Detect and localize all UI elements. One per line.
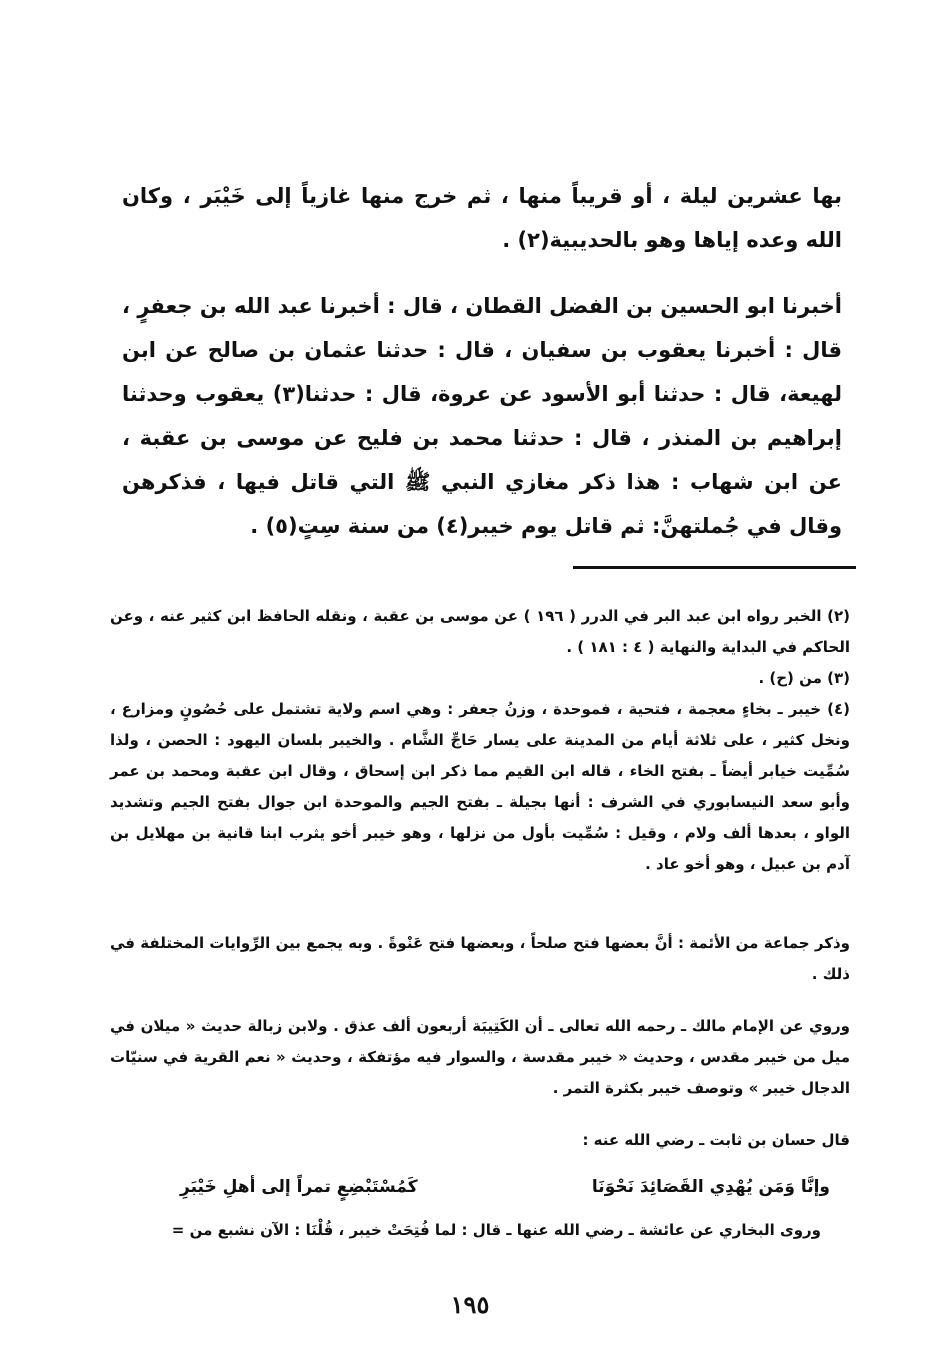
footnotes-block <box>110 601 850 880</box>
footnote-2: (٢) الخبر رواه ابن عبد البر في الدرر ( ١٩٦ ) عن موسى بن عقبة ، ونقله الحافظ ابن كثير عنه ، وعن الحاكم في البداية والنهاية ( ٤ : ١٨١ ) . <box>110 607 850 656</box>
poetry-verse <box>150 1170 830 1204</box>
main-paragraph-hadith-chain: أخبرنا ابو الحسين بن الفضل القطان ، قال : أخبرنا عبد الله بن جعفرٍ ، قال : أخبرنا يعقوب بن سفيان ، قال : حدثنا عثمان بن صالح عن ابن لهيعة، قال : حدثنا أبو الأسود عن عروة، قال : حدثنا(٣) يعقوب وحدثنا إبراهيم بن المنذر ، قال : حدثنا محمد بن فليح عن موسى بن عقبة ، عن ابن شهاب : هذا ذكر مغازي النبي ﷺ التي قاتل فيها ، فذكرهن وقال في جُملتهنَّ: ثم قاتل يوم خيبر(٤) من سنة سِتٍ(٥) . <box>122 294 842 538</box>
footnote-4-conquest-paragraph: وذكر جماعة من الأئمة : أنَّ بعضها فتح صلحاً ، وبعضها فتح عَنْوةً . وبه يجمع بين الرِّوايات المختلفة في ذلك . <box>110 934 850 983</box>
footnote-separator-rule <box>573 566 856 569</box>
main-paragraph-continuation: بها عشرين ليلة ، أو قريباً منها ، ثم خرج منها غازياً إلى خَيْبَر ، وكان الله وعده إياها وهو بالحديبية(٢) . <box>122 184 842 252</box>
footnote-4-khaybar: (٤) خيبر ـ بخاءٍ معجمة ، فتحية ، فموحدة ، وزنُ جعفر : وهي اسم ولاية تشتمل على حُصُونٍ ومزارع ، ونخل كثير ، على ثلاثة أيام من المدينة على يسار حَاجِّ الشَّام . والخيبر بلسان اليهود : الحصن ، ولذا سُمِّيت خيابر أيضاً ـ بفتح الخاء ، قاله ابن القيم مما ذكر ابن إسحاق ، وقال ابن عقبة ومحمد بن عمر وأبو سعد النيسابوري في الشرف : أنها بجيلة ـ بفتح الجيم والموحدة ابن جوال بفتح الجيم وتشديد الواو ، بعدها ألف ولام ، وقيل : سُمِّيت بأول من نزلها ، وهو خيبر أخو يثرب ابنا قانية بن مهلايل بن آدم بن عبيل ، وهو أخو عاد . <box>110 700 850 873</box>
page-number: ١٩٥ <box>450 1290 490 1319</box>
verse-first-hemistich: وإنَّا وَمَن يُهْدِي القَصَائِدَ نَحْوَنَا <box>591 1177 830 1197</box>
verse-second-hemistich: كَمُسْتَبْضِعٍ تمراً إلى أهلِ خَيْبَرِ <box>180 1177 418 1197</box>
footnote-continuation-line: وروى البخاري عن عائشة ـ رضي الله عنها ـ قال : لما فُتِحَتْ خيبر ، قُلْنَا : الآن نشبع من = <box>171 1221 821 1239</box>
footnote-4-malik-paragraph: وروي عن الإمام مالك ـ رحمه الله تعالى ـ أن الكَتِيبَة أربعون ألف عذق . ولابن زبالة حديث « ميلان في ميل من خيبر مقدس ، وحديث « خيبر مقدسة ، والسوار فيه مؤتفكة ، وحديث « نعم القرية في سنيّات الدجال خيبر » وتوصف خيبر بكثرة التمر . <box>110 1017 850 1097</box>
footnote-3: (٣) من (ح) . <box>758 669 850 687</box>
footnote-4-hassan-intro: قال حسان بن ثابت ـ رضي الله عنه : <box>582 1131 850 1149</box>
